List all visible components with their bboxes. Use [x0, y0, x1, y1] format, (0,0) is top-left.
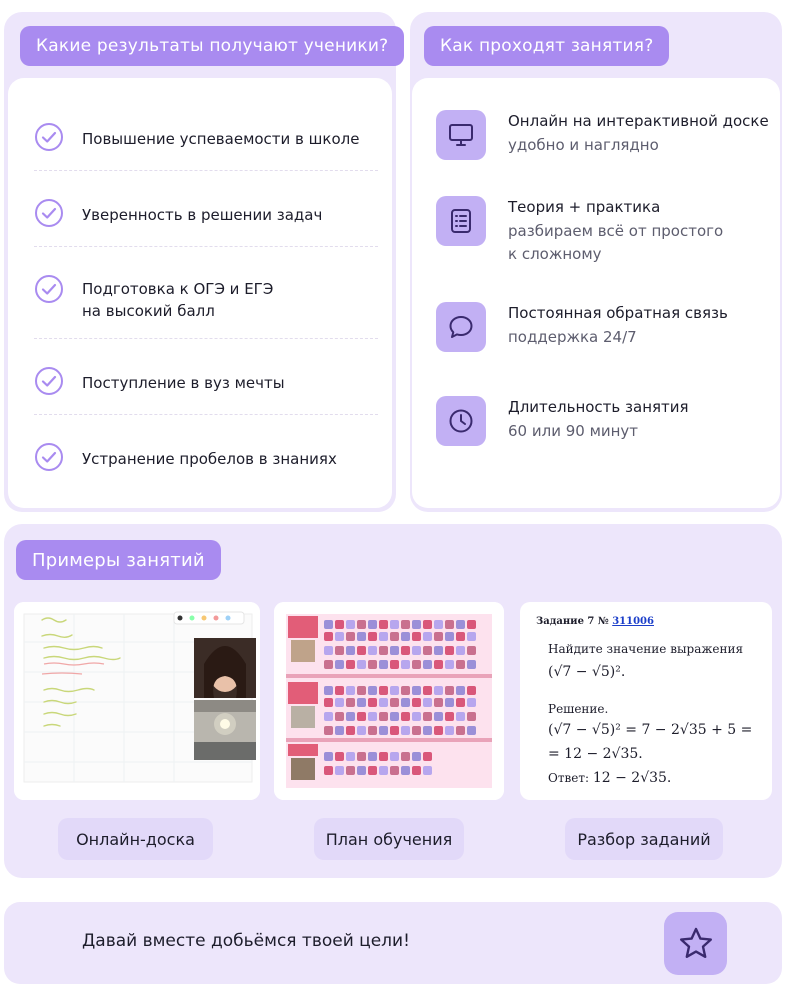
lesson-item: [436, 110, 769, 160]
divider: [34, 414, 378, 415]
task-analysis-button[interactable]: Разбор заданий: [565, 818, 723, 860]
lesson-subtitle: удобно и наглядно: [508, 136, 659, 154]
star-button[interactable]: [664, 912, 727, 975]
clock-icon: [436, 396, 486, 446]
task-expression: (√7 − √5)².: [548, 664, 626, 680]
lesson-item: [436, 302, 728, 352]
result-label: Уверенность в решении задач: [82, 206, 323, 224]
lesson-title: Длительность занятия: [508, 398, 689, 416]
learning-plan-image: [274, 602, 504, 800]
list-icon: [436, 196, 486, 246]
lesson-subtitle: поддержка 24/7: [508, 328, 637, 346]
learning-plan-preview[interactable]: [274, 602, 504, 800]
lesson-title: Теория + практика: [508, 198, 661, 216]
check-circle-icon: [34, 366, 64, 396]
check-circle-icon: [34, 122, 64, 152]
results-title: Какие результаты получают ученики?: [20, 26, 404, 66]
result-label: Повышение успеваемости в школе: [82, 130, 360, 148]
chat-icon: [436, 302, 486, 352]
result-label: Поступление в вуз мечты: [82, 374, 285, 392]
lesson-subtitle: разбираем всё от простого к сложному: [508, 222, 724, 263]
result-label: Устранение пробелов в знаниях: [82, 450, 337, 468]
monitor-icon: [436, 110, 486, 160]
examples-title: Примеры занятий: [16, 540, 221, 580]
online-board-preview[interactable]: [14, 602, 260, 800]
results-card: [4, 12, 396, 512]
lessons-list: [412, 78, 780, 508]
result-item: [34, 448, 374, 472]
divider: [34, 338, 378, 339]
online-board-image: [14, 602, 260, 800]
lesson-subtitle: 60 или 90 минут: [508, 422, 639, 440]
examples-card: [4, 524, 782, 878]
check-circle-icon: [34, 198, 64, 228]
results-list: [8, 78, 392, 508]
divider: [34, 170, 378, 171]
solution-line-2: = 12 − 2√35.: [548, 746, 643, 762]
divider: [34, 246, 378, 247]
result-item: [34, 128, 374, 152]
result-item: [34, 278, 374, 322]
cta-bar: [4, 902, 782, 984]
check-circle-icon: [34, 274, 64, 304]
cta-text: Давай вместе добьёмся твоей цели!: [82, 931, 410, 951]
result-item: [34, 204, 374, 228]
task-header: Задание 7 № 311006: [536, 616, 654, 627]
answer-line: Ответ: 12 − 2√35.: [548, 770, 672, 786]
lesson-title: Постоянная обратная связь: [508, 304, 728, 322]
task-prompt: Найдите значение выражения: [548, 642, 744, 656]
solution-line-1: (√7 − √5)² = 7 − 2√35 + 5 =: [548, 722, 753, 738]
lessons-card: [410, 12, 782, 512]
learning-plan-button[interactable]: План обучения: [314, 818, 464, 860]
result-label: Подготовка к ОГЭ и ЕГЭ на высокий балл: [82, 280, 274, 320]
task-analysis-preview[interactable]: [520, 602, 772, 800]
lesson-item: [436, 396, 689, 446]
star-icon: [677, 925, 715, 963]
online-board-button[interactable]: Онлайн-доска: [58, 818, 213, 860]
lessons-title: Как проходят занятия?: [424, 26, 669, 66]
check-circle-icon: [34, 442, 64, 472]
result-item: [34, 372, 374, 396]
solution-label: Решение.: [548, 702, 609, 716]
lesson-item: [436, 196, 723, 266]
lesson-title: Онлайн на интерактивной доске: [508, 112, 769, 130]
task-number-link[interactable]: 311006: [612, 616, 654, 627]
